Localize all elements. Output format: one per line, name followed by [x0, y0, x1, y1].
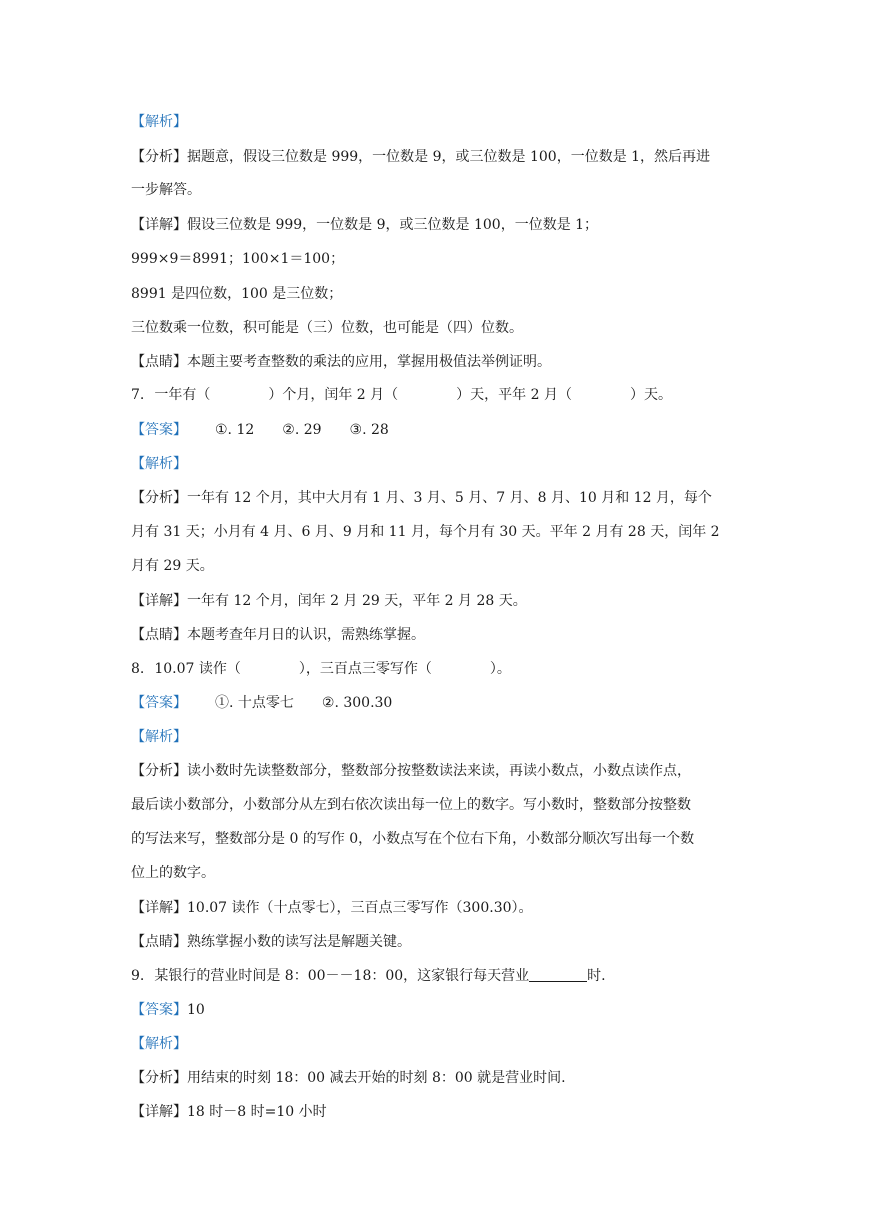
- question-text: 10.07 读作（: [154, 661, 241, 677]
- jiexi-tag: 【解析】: [131, 1036, 187, 1052]
- q6-calc-line-1: [131, 249, 741, 269]
- xiangjie-tag: 【详解】: [131, 900, 187, 916]
- answer-item: ①. 12: [215, 422, 255, 438]
- dianjing-text: 熟练掌握小数的读写法是解题关键。: [187, 934, 411, 950]
- fenxi-tag: 【分析】: [131, 1070, 187, 1086]
- answer-item: ②. 300.30: [321, 695, 393, 711]
- xiangjie-text: 10.07 读作（十点零七），三百点三零写作（300.30）。: [187, 900, 533, 916]
- q6-fenxi-line-2: [131, 180, 741, 200]
- q8-fenxi-line-4: [131, 863, 741, 883]
- dianjing-tag: 【点睛】: [131, 354, 187, 370]
- q6-fenxi-line-1: [131, 147, 741, 167]
- q8-fenxi-line-1: [131, 761, 741, 781]
- q8-xiangjie-line: [131, 898, 741, 918]
- q8-answer-line: [131, 693, 741, 713]
- q6-calc-line-2: [131, 284, 741, 304]
- dianjing-tag: 【点睛】: [131, 627, 187, 643]
- q8-fenxi-line-2: [131, 795, 741, 815]
- xiangjie-text: 18 时－8 时=10 小时: [187, 1104, 327, 1120]
- q9-xiangjie-line: [131, 1102, 741, 1122]
- question-number: 7.: [131, 387, 145, 403]
- question-text: 某银行的营业时间是 8：00－－18：00，这家银行每天营业: [154, 968, 530, 984]
- q6-jiexi-heading: [131, 112, 741, 132]
- answer-item: ③. 28: [349, 422, 389, 438]
- fenxi-tag: 【分析】: [131, 149, 187, 165]
- dianjing-tag: 【点睛】: [131, 934, 187, 950]
- question-text: 时.: [587, 968, 606, 984]
- fenxi-text: 一步解答。: [131, 182, 201, 198]
- q7-jiexi-heading: [131, 454, 741, 474]
- q9-answer-line: [131, 1000, 741, 1020]
- fenxi-text: 一年有 12 个月，其中大月有 1 月、3 月、5 月、7 月、8 月、10 月和 12 月，每个: [187, 490, 712, 506]
- q6-xiangjie-line: [131, 215, 741, 235]
- fenxi-text: 月有 29 天。: [131, 558, 214, 574]
- xiangjie-tag: 【详解】: [131, 593, 187, 609]
- q7-dianjing-line: [131, 625, 741, 645]
- question-text: ）。: [489, 661, 511, 677]
- fenxi-text: 最后读小数部分，小数部分从左到右依次读出每一位上的数字。写小数时，整数部分按整数: [131, 797, 691, 813]
- fenxi-text: 位上的数字。: [131, 865, 215, 881]
- fenxi-tag: 【分析】: [131, 763, 187, 779]
- calc-text: 8991 是四位数，100 是三位数；: [131, 286, 343, 302]
- daan-tag: 【答案】: [131, 422, 187, 438]
- daan-tag: 【答案】: [131, 695, 187, 711]
- q7-fenxi-line-2: [131, 522, 741, 542]
- question-text: ）天。: [629, 387, 672, 403]
- q7-fenxi-line-1: [131, 488, 741, 508]
- xiangjie-text: 假设三位数是 999，一位数是 9，或三位数是 100，一位数是 1；: [187, 217, 599, 233]
- fenxi-text: 的写法来写，整数部分是 0 的写作 0，小数点写在个位右下角，小数部分顺次写出每一个数: [131, 831, 695, 847]
- q7-xiangjie-line: [131, 591, 741, 611]
- fenxi-tag: 【分析】: [131, 490, 187, 506]
- q8-fenxi-line-3: [131, 829, 741, 849]
- q7-fenxi-line-3: [131, 556, 741, 576]
- q7-answer-line: [131, 420, 741, 440]
- dianjing-text: 本题主要考查整数的乘法的应用，掌握用极值法举例证明。: [187, 354, 551, 370]
- jiexi-tag: 【解析】: [131, 729, 187, 745]
- q7-question: [131, 385, 741, 405]
- question-number: 8.: [131, 661, 145, 677]
- xiangjie-text: 一年有 12 个月，闰年 2 月 29 天，平年 2 月 28 天。: [187, 593, 527, 609]
- xiangjie-tag: 【详解】: [131, 217, 187, 233]
- answer-item: ②. 29: [282, 422, 322, 438]
- q8-dianjing-line: [131, 932, 741, 952]
- q9-jiexi-heading: [131, 1034, 741, 1054]
- question-number: 9.: [131, 968, 145, 984]
- answer-item: ①. 十点零七: [215, 695, 294, 711]
- q9-fenxi-line: [131, 1068, 741, 1088]
- q9-question: [131, 966, 741, 986]
- question-text: ）天，平年 2 月（: [456, 387, 572, 403]
- q6-calc-line-3: [131, 318, 741, 338]
- q8-question: [131, 659, 741, 679]
- question-text: 一年有（: [154, 387, 211, 403]
- q8-jiexi-heading: [131, 727, 741, 747]
- answer-item: 10: [187, 1002, 205, 1018]
- fenxi-text: 读小数时先读整数部分，整数部分按整数读法来读，再读小数点，小数点读作点，: [187, 763, 691, 779]
- fenxi-text: 据题意，假设三位数是 999，一位数是 9，或三位数是 100，一位数是 1，然后再进: [187, 149, 711, 165]
- jiexi-tag: 【解析】: [131, 456, 187, 472]
- xiangjie-tag: 【详解】: [131, 1104, 187, 1120]
- answer-blank: [529, 967, 587, 982]
- daan-tag: 【答案】: [131, 1002, 187, 1018]
- fenxi-text: 用结束的时刻 18：00 减去开始的时刻 8：00 就是营业时间.: [187, 1070, 566, 1086]
- calc-text: 999×9＝8991；100×1＝100；: [131, 251, 345, 267]
- fenxi-text: 月有 31 天；小月有 4 月、6 月、9 月和 11 月，每个月有 30 天。平年 2 月有 28 天，闰年 2: [131, 524, 720, 540]
- question-text: ）个月，闰年 2 月（: [268, 387, 399, 403]
- question-text: ），三百点三零写作（: [298, 661, 432, 677]
- dianjing-text: 本题考查年月日的认识，需熟练掌握。: [187, 627, 425, 643]
- q6-dianjing-line: [131, 352, 741, 372]
- jiexi-tag: 【解析】: [131, 114, 187, 130]
- calc-text: 三位数乘一位数，积可能是（三）位数，也可能是（四）位数。: [131, 320, 523, 336]
